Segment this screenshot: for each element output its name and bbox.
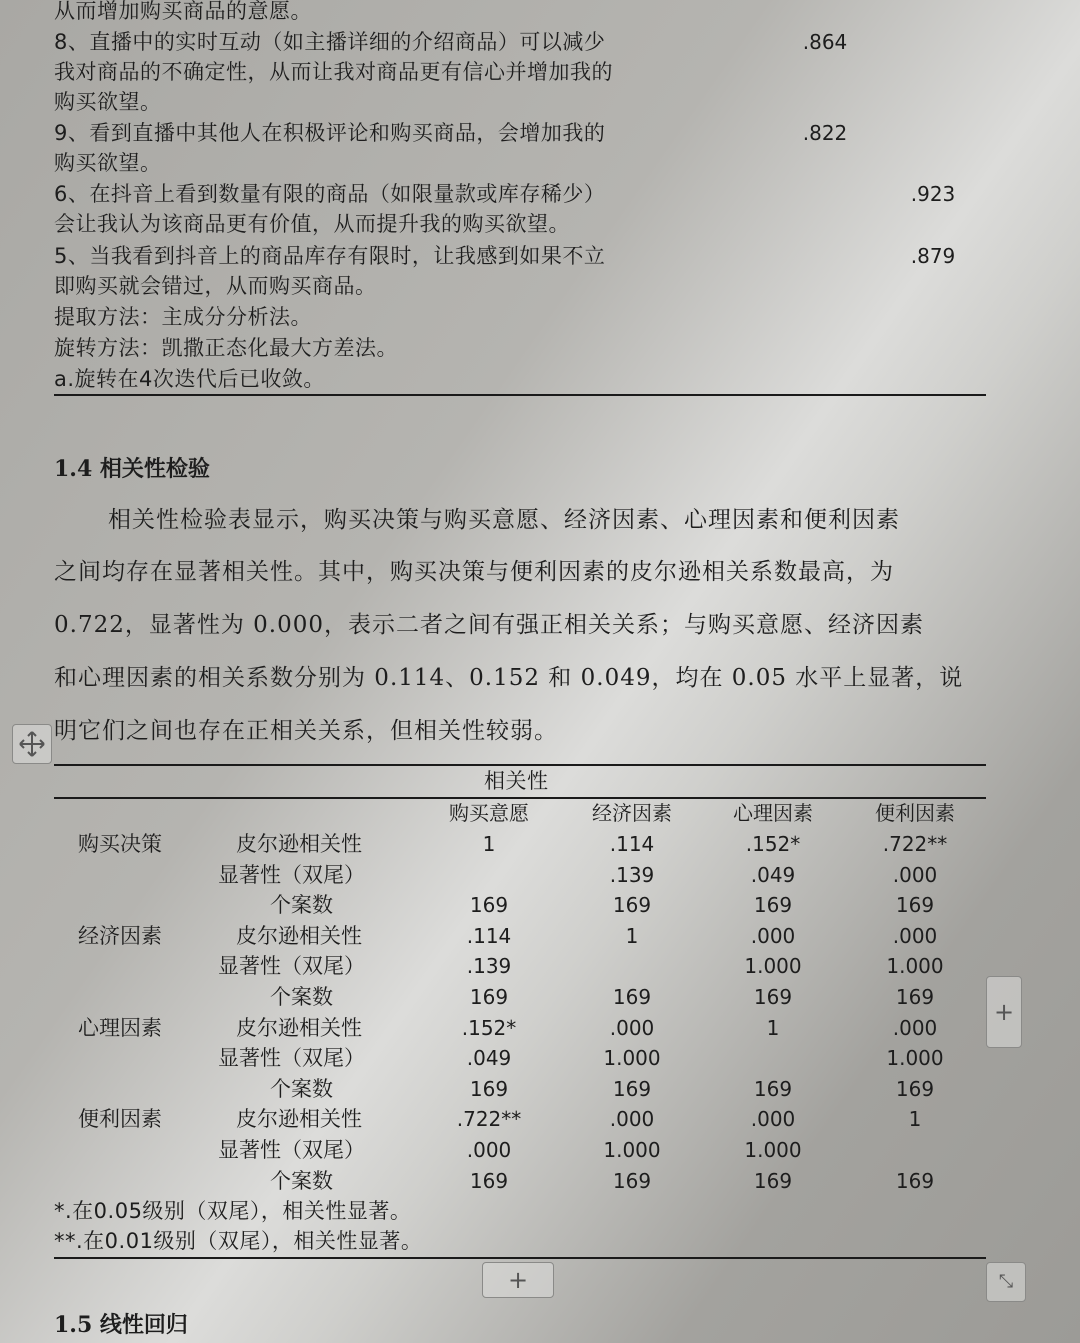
table-cell: 1.000 [744, 954, 802, 979]
table-cell: 169 [753, 893, 793, 918]
col-header-psychological: 心理因素 [733, 801, 813, 825]
table-cell: 169 [895, 985, 935, 1009]
stat-label: 个案数 [270, 985, 333, 1009]
table-cell: .000 [609, 1015, 655, 1040]
stat-label: 皮尔逊相关性 [236, 832, 362, 856]
plus-icon: + [993, 998, 1015, 1026]
table-cell: 169 [612, 1076, 652, 1101]
table-cell: .152* [745, 832, 801, 856]
table-cell: 1 [625, 923, 639, 948]
col-header-economic: 经济因素 [592, 801, 672, 825]
table-cell: .114 [609, 832, 655, 856]
table-cell: 1 [908, 1107, 922, 1132]
corr-table-title: 相关性 [484, 769, 549, 793]
table-cell: 169 [895, 1076, 935, 1101]
section-heading-1-5: 1.5 线性回归 [54, 1312, 188, 1338]
table-cell: 169 [469, 1076, 509, 1101]
table-cell: .000 [892, 862, 938, 887]
stat-label: 显著性（双尾） [218, 862, 365, 887]
row-group-label: 经济因素 [78, 923, 162, 948]
paragraph-line-5: 明它们之间也存在正相关关系，但相关性较弱。 [54, 718, 558, 744]
table-cell: .049 [750, 862, 796, 887]
row-group-label: 购买决策 [78, 832, 162, 856]
table-cell: 1 [482, 832, 496, 856]
convergence-note: a.旋转在4次迭代后已收敛。 [54, 367, 325, 391]
table-resize-handle[interactable] [986, 1262, 1026, 1302]
table-move-handle[interactable] [12, 724, 52, 764]
item-6-loading: .923 [910, 182, 956, 206]
paragraph-line-4: 和心理因素的相关系数分别为 0.114、0.152 和 0.049，均在 0.05 水平上显著，说 [54, 665, 964, 691]
item-6-line-1: 6、在抖音上看到数量有限的商品（如限量款或库存稀少） [54, 182, 606, 206]
col-header-purchase-intent: 购买意愿 [449, 801, 529, 825]
table-cell: .152* [461, 1015, 517, 1040]
significance-footnote-001: **.在0.01级别（双尾），相关性显著。 [54, 1229, 423, 1253]
row-group-label: 便利因素 [78, 1107, 162, 1132]
table-bottom-rule [54, 394, 986, 396]
rotation-method-note: 旋转方法：凯撒正态化最大方差法。 [54, 336, 398, 360]
table-cell: 169 [895, 1168, 935, 1193]
table-cell: .139 [466, 954, 512, 979]
stat-label: 显著性（双尾） [218, 954, 365, 979]
significance-footnote-005: *.在0.05级别（双尾），相关性显著。 [54, 1199, 412, 1223]
table-cell: 1 [766, 1015, 780, 1040]
table-cell: 1.000 [744, 1138, 802, 1162]
stat-label: 个案数 [270, 1168, 333, 1193]
section-heading-1-4: 1.4 相关性检验 [54, 456, 210, 482]
table-cell: 1.000 [603, 1138, 661, 1162]
row-group-label: 心理因素 [78, 1015, 162, 1040]
add-column-button[interactable] [986, 976, 1022, 1048]
table-cell: 169 [753, 985, 793, 1009]
table-cell: .000 [466, 1138, 512, 1162]
table-cell: 169 [753, 1168, 793, 1193]
table-cell: 1.000 [886, 1046, 944, 1071]
table-cell: .114 [466, 923, 512, 948]
item-8-loading: .864 [802, 30, 848, 54]
table-cell: 169 [469, 985, 509, 1009]
stat-label: 显著性（双尾） [218, 1046, 365, 1071]
stat-label: 皮尔逊相关性 [236, 1107, 362, 1132]
move-arrows-icon [18, 730, 46, 758]
table-cell: .049 [466, 1046, 512, 1071]
table-cell: 169 [895, 893, 935, 918]
item-8-line-3: 购买欲望。 [54, 90, 162, 114]
paragraph-line-3: 0.722，显著性为 0.000，表示二者之间有强正相关关系；与购买意愿、经济因素 [54, 612, 924, 638]
table-cell: 1.000 [603, 1046, 661, 1071]
item-5-line-1: 5、当我看到抖音上的商品库存有限时，让我感到如果不立 [54, 244, 606, 268]
stat-label: 皮尔逊相关性 [236, 1015, 362, 1040]
add-row-button[interactable] [482, 1262, 554, 1298]
table-cell: .000 [609, 1107, 655, 1132]
table-cell: .000 [750, 1107, 796, 1132]
stat-label: 个案数 [270, 893, 333, 918]
corr-table-bottom-rule [54, 1257, 986, 1259]
paragraph-line-1: 相关性检验表显示，购买决策与购买意愿、经济因素、心理因素和便利因素 [108, 507, 900, 533]
table-cell: .722** [882, 832, 948, 856]
item-8-line-1: 8、直播中的实时互动（如主播详细的介绍商品）可以减少 [54, 30, 606, 54]
table-cell: 169 [469, 1168, 509, 1193]
plus-icon: + [507, 1266, 529, 1294]
item-5-line-2: 即购买就会错过，从而购买商品。 [54, 274, 377, 298]
table-cell: 1.000 [886, 954, 944, 979]
item-9-line-2: 购买欲望。 [54, 151, 162, 175]
item-continuation-line: 从而增加购买商品的意愿。 [54, 0, 312, 23]
table-cell: 169 [612, 985, 652, 1009]
table-cell: 169 [753, 1076, 793, 1101]
resize-arrows-icon: ⤡ [998, 1271, 1014, 1292]
item-6-line-2: 会让我认为该商品更有价值，从而提升我的购买欲望。 [54, 212, 570, 236]
table-cell: .000 [892, 923, 938, 948]
table-cell: 169 [612, 893, 652, 918]
table-cell: 169 [612, 1168, 652, 1193]
stat-label: 皮尔逊相关性 [236, 923, 362, 948]
stat-label: 个案数 [270, 1076, 333, 1101]
stat-label: 显著性（双尾） [218, 1138, 365, 1162]
paragraph-line-2: 之间均存在显著相关性。其中，购买决策与便利因素的皮尔逊相关系数最高，为 [54, 559, 894, 585]
table-cell: .000 [750, 923, 796, 948]
table-cell: 169 [469, 893, 509, 918]
item-9-line-1: 9、看到直播中其他人在积极评论和购买商品，会增加我的 [54, 121, 606, 145]
table-cell: .139 [609, 862, 655, 887]
item-8-line-2: 我对商品的不确定性，从而让我对商品更有信心并增加我的 [54, 60, 613, 84]
table-cell: .722** [456, 1107, 522, 1132]
extraction-method-note: 提取方法：主成分分析法。 [54, 305, 312, 329]
col-header-convenience: 便利因素 [875, 801, 955, 825]
table-cell: .000 [892, 1015, 938, 1040]
item-5-loading: .879 [910, 244, 956, 268]
item-9-loading: .822 [802, 121, 848, 145]
